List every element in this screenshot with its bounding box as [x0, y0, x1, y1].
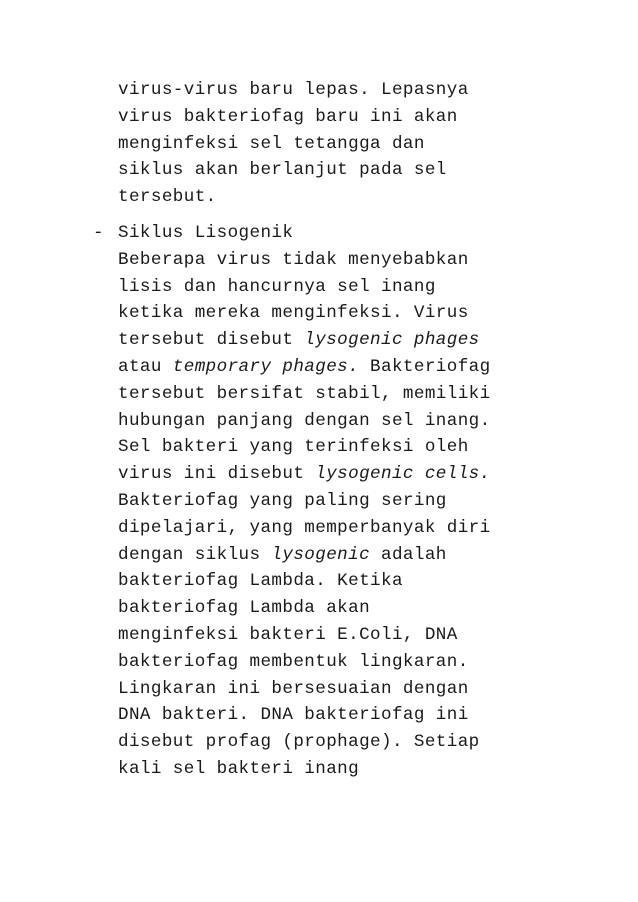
- text-line: virus bakteriofag baru ini akan: [118, 106, 458, 127]
- text-line: [118, 300, 618, 327]
- text-line: [118, 354, 618, 381]
- text-line: [118, 622, 618, 649]
- italic-term: lysogenic cells.: [315, 464, 491, 485]
- text-run: dengan siklus: [118, 544, 272, 565]
- text-run: bakteriofag Lambda. Ketika: [118, 571, 403, 592]
- text-line: [118, 729, 618, 756]
- text-line: siklus akan berlanjut pada sel: [118, 160, 447, 181]
- text-run: Lingkaran ini bersesuaian dengan: [118, 678, 469, 699]
- continued-paragraph: [118, 77, 618, 211]
- lysogenic-section: [118, 220, 618, 783]
- text-run: hubungan panjang dengan sel inang.: [118, 410, 491, 431]
- text-line: [118, 488, 618, 515]
- text-line: [118, 247, 618, 274]
- text-run: Sel bakteri yang terinfeksi oleh: [118, 437, 469, 458]
- text-run: tersebut bersifat stabil, memiliki: [118, 383, 491, 404]
- italic-term: temporary phages.: [172, 356, 360, 377]
- text-run: tersebut disebut: [118, 330, 305, 351]
- text-line: [118, 515, 618, 542]
- italic-term: lysogenic: [271, 544, 371, 565]
- text-run: adalah: [370, 544, 447, 565]
- text-run: Bakteriofag: [359, 356, 491, 377]
- text-run: bakteriofag membentuk lingkaran.: [118, 651, 469, 672]
- text-run: Bakteriofag yang paling sering: [118, 490, 447, 511]
- text-line: [118, 408, 618, 435]
- text-run: bakteriofag Lambda akan: [118, 598, 371, 619]
- text-run: kali sel bakteri inang: [118, 758, 360, 779]
- section-body: [118, 247, 618, 783]
- text-line: [118, 434, 618, 461]
- text-line: [118, 649, 618, 676]
- text-run: dipelajari, yang memperbanyak diri: [118, 517, 491, 538]
- list-bullet: -: [93, 223, 104, 243]
- text-line: [118, 676, 618, 703]
- text-line: [118, 274, 618, 301]
- text-run: Beberapa virus tidak menyebabkan: [118, 249, 469, 270]
- text-line: [118, 756, 618, 783]
- text-line: [118, 702, 618, 729]
- text-run: ketika mereka menginfeksi. Virus: [118, 303, 469, 324]
- text-line: [118, 327, 618, 354]
- section-heading: Siklus Lisogenik: [118, 223, 294, 243]
- text-line: tersebut.: [118, 187, 217, 208]
- text-line: virus-virus baru lepas. Lepasnya: [118, 80, 469, 100]
- text-run: lisis dan hancurnya sel inang: [118, 276, 436, 297]
- text-run: DNA bakteri. DNA bakteriofag ini: [118, 705, 469, 726]
- text-run: menginfeksi bakteri E.Coli, DNA: [118, 624, 458, 645]
- text-line: menginfeksi sel tetangga dan: [118, 133, 425, 154]
- text-line: [118, 568, 618, 595]
- text-run: virus ini disebut: [118, 464, 316, 485]
- text-run: atau: [118, 356, 173, 377]
- text-run: disebut profag (prophage). Setiap: [118, 732, 480, 753]
- italic-term: lysogenic phages: [304, 330, 480, 351]
- text-line: [118, 381, 618, 408]
- text-line: [118, 461, 618, 488]
- text-line: [118, 542, 618, 569]
- text-line: [118, 595, 618, 622]
